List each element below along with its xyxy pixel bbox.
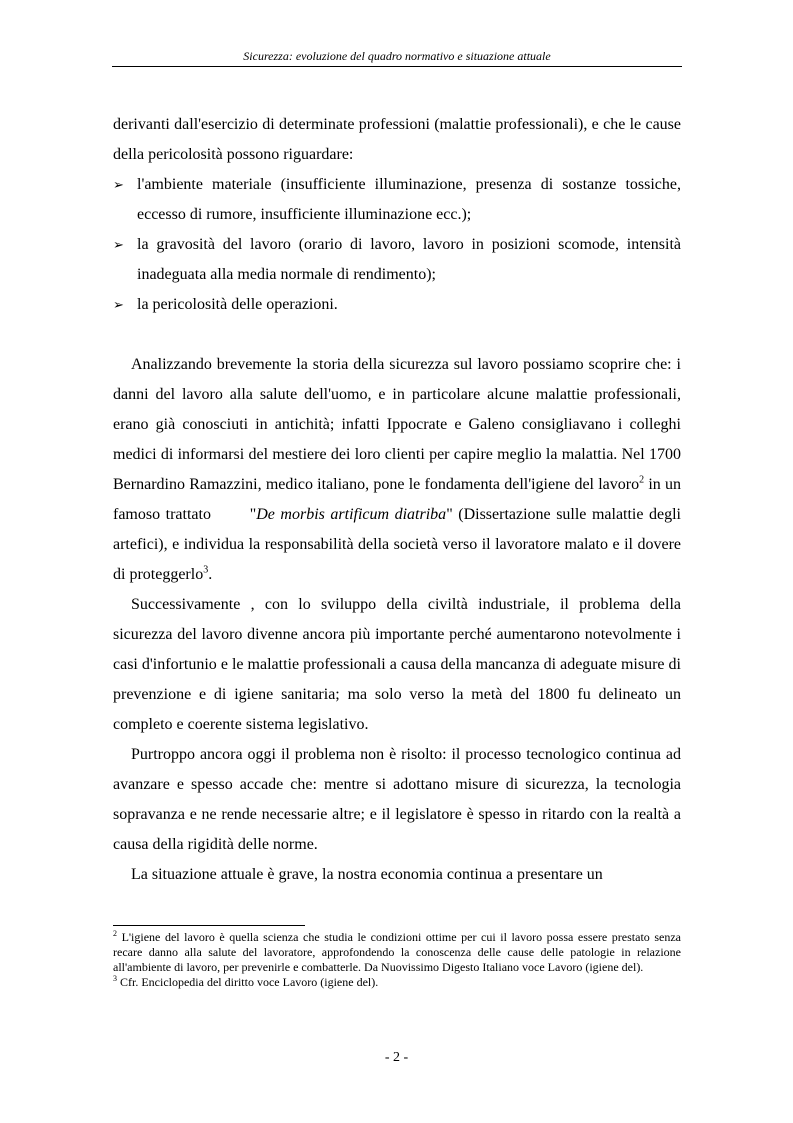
- list-item: [113, 290, 681, 320]
- intro-paragraph: derivanti dall'esercizio di determinate professioni (malattie professionali), e che le cause della pericolosità possono riguardare:: [113, 116, 681, 163]
- history-text-part1: Analizzando brevemente la storia della sicurezza sul lavoro possiamo scoprire che: i danni del lavoro alla salute dell'uomo, e in particolare alcune malattie professionali, erano già conosciuti in antichità; infatti Ippocrate e Galeno consigliavano i colleghi medici di informarsi del mestiere dei loro clienti per capire meglio la malattia. Nel 1700 Bernardino Ramazzini, medico italiano, pone le fondamenta dell'igiene del lavoro: [113, 356, 681, 493]
- list-item: [113, 230, 681, 290]
- header-rule: [112, 66, 682, 67]
- footnote-rule: [113, 925, 305, 926]
- footnote-item: [113, 975, 681, 990]
- list-item-text: l'ambiente materiale (insufficiente illuminazione, presenza di sostanze tossiche, eccesso di rumore, insufficiente illuminazione ecc.);: [137, 176, 681, 223]
- arrow-bullet-icon: ➢: [113, 297, 124, 312]
- footnote-item: [113, 930, 681, 975]
- arrow-bullet-icon: ➢: [113, 237, 124, 252]
- history-paragraph: [113, 350, 681, 590]
- footnotes: [113, 930, 681, 990]
- industrial-paragraph: Successivamente , con lo sviluppo della civiltà industriale, il problema della sicurezza del lavoro divenne ancora più importante perché aumentarono notevolmente i casi d'infortunio e le malattie professionali a causa della mancanza di adeguate misure di prevenzione e di igiene sanitaria; ma solo verso la metà del 1800 fu delineato un completo e coerente sistema legislativo.: [113, 596, 681, 733]
- footnote-text: Cfr. Enciclopedia del diritto voce Lavoro (igiene del).: [117, 975, 379, 989]
- footnote-number: 2: [113, 929, 117, 938]
- current-situation-paragraph: La situazione attuale è grave, la nostra economia continua a presentare un: [131, 866, 603, 883]
- body-text: [113, 110, 681, 890]
- footnote-text: L'igiene del lavoro è quella scienza che studia le condizioni ottime per cui il lavoro possa essere prestato senza recare danno alla salute del lavoratore, approfondendo la conoscenza delle cause delle patologie in relazione all'ambiente di lavoro, per prevenirle e combatterle. Da Nuovissimo Digesto Italiano voce Lavoro (igiene del).: [113, 930, 681, 974]
- paragraph-gap: [113, 320, 681, 350]
- list-item: [113, 170, 681, 230]
- history-text-part2: in un famoso trattato ": [113, 476, 681, 523]
- treatise-title: De morbis artificum diatriba: [256, 506, 447, 523]
- arrow-bullet-icon: ➢: [113, 177, 124, 192]
- footnote-ref-3[interactable]: 3: [203, 564, 209, 576]
- running-header: Sicurezza: evoluzione del quadro normativo e situazione attuale: [243, 49, 551, 63]
- list-item-text: la pericolosità delle operazioni.: [137, 296, 338, 313]
- current-problem-paragraph: Purtroppo ancora oggi il problema non è risolto: il processo tecnologico continua ad avanzare e spesso accade che: mentre si adottano misure di sicurezza, la tecnologia sopravanza e ne rende necessarie altre; e il legislatore è spesso in ritardo con la realtà a causa della rigidità delle norme.: [113, 746, 681, 853]
- history-text-part3: " (Dissertazione sulle malattie degli artefici), e individua la responsabilità della società verso il lavoratore malato e il dovere di proteggerlo: [113, 506, 682, 583]
- page-number: - 2 -: [384, 1050, 409, 1065]
- bullet-list: [113, 170, 681, 320]
- footnote-ref-2[interactable]: 2: [639, 474, 645, 486]
- list-item-text: la gravosità del lavoro (orario di lavoro, lavoro in posizioni scomode, intensità inadeguata alla media normale di rendimento);: [137, 236, 681, 283]
- history-text-part4: .: [208, 566, 213, 583]
- footnote-number: 3: [113, 974, 117, 983]
